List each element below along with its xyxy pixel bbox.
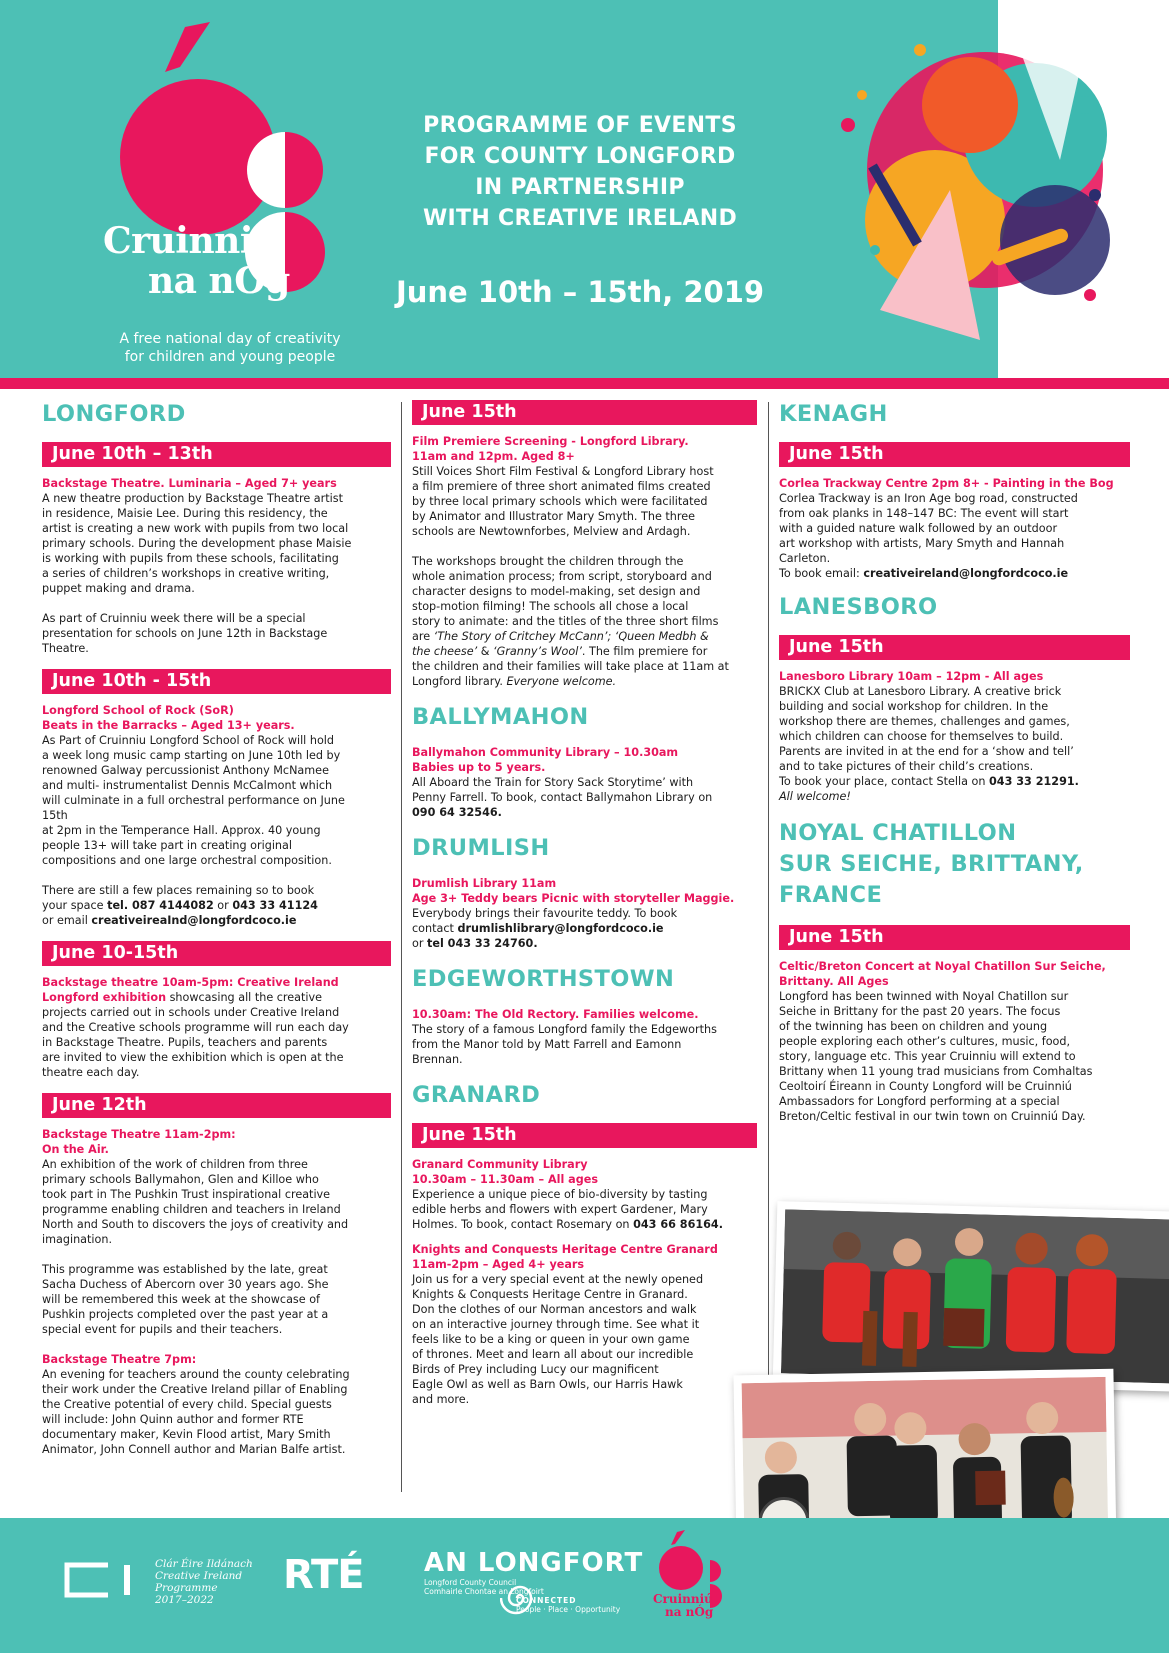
event-text: Experience a unique piece of bio-diversity by tasting edible herbs and flowers with expert Gardener, Mary Holmes. To book, contact Rosemary on 043 66 86164.: [412, 1188, 723, 1231]
event-heading: Granard Community Library 10.30am – 11.30am – All ages: [412, 1158, 598, 1186]
date-band: June 10th - 15th: [42, 669, 391, 694]
date-band: June 10th – 13th: [42, 442, 391, 467]
title-line: PROGRAMME OF EVENTS: [423, 113, 737, 138]
title-line: FOR COUNTY LONGFORD: [424, 144, 736, 169]
title-line: IN PARTNERSHIP: [475, 175, 685, 200]
event-text: The story of a famous Longford family the Edgeworths from the Manor told by Matt Farrell and Eamonn Brennan.: [412, 1023, 717, 1066]
event-text: Longford has been twinned with Noyal Chatillon sur Seiche in Brittany for the past 20 years. The focus of the twinning has been on children and young people exploring each other’s cultures, music, food, story, language etc. This year Cruinniu will extend to Brittany when 11 young trad musicians from Comhaltas Ceoltoirí Éireann in County Longford will be Cruinniú Ambassadors for Longford performing at a special Breton/Celtic festival in our twin town on Cruinniú Day.: [779, 990, 1093, 1123]
event-heading: Backstage Theatre. Luminaria – Aged 7+ years: [42, 477, 337, 490]
event-text: A new theatre production by Backstage Theatre artist in residence, Maisie Lee. During this residency, the artist is creating a new work with pupils from two local primary schools. During the development phase Maisie is working with pupils from these schools, facilitating a series of children’s workshops in creative writing, puppet making and drama. As part of Cruinniu week there will be a special presentation for schools on June 12th in Backstage Theatre.: [42, 492, 352, 655]
event-text: As Part of Cruinniu Longford School of Rock will hold a week long music camp starting on June 10th led by renowned Galway percussionist Anthony McNamee and multi- instrumentalist Dennis McCalmont which will culminate in a full orchestral performance on June 15th at 2pm in the Temperance Hall. Approx. 40 young people 13+ will take part in creating original compositions and one large orchestral composition. There are still a few places remaining so to book your space tel. 087 4144082 or 043 33 41124 or email creativeireaInd@longfordcoco.ie: [42, 734, 345, 927]
logo-word-2: na nÓg: [148, 260, 290, 302]
tagline-line: A free national day of creativity: [119, 331, 341, 347]
date-band: June 12th: [42, 1093, 391, 1118]
event-heading: Longford School of Rock (SoR) Beats in the Barracks – Aged 13+ years.: [42, 704, 295, 732]
spiral-icon: [500, 1578, 540, 1618]
musicians-illustration: [820, 10, 1120, 360]
event-heading: Drumlish Library 11am Age 3+ Teddy bears Picnic with storyteller Maggie.: [412, 877, 735, 905]
event-text: BRICKX Club at Lanesboro Library. A creative brick building and social workshop for children. In the workshop there are themes, challenges and games, which children can choose for themselves to build. Parents are invited in at the end for a ‘show and tell’ and to take pictures of their child’s creations. To book your place, contact Stella on 043 33 21291. All welcome!: [779, 685, 1079, 803]
event-dates: June 10th – 15th, 2019: [395, 275, 765, 309]
section-title-edgeworthstown: EDGEWORTHSTOWN: [412, 966, 675, 992]
column-right: [779, 400, 1130, 1124]
phone-number: 090 64 32546.: [412, 806, 502, 819]
email-link[interactable]: drumlishlibrary@longfordcoco.ie: [457, 922, 664, 935]
phone-number: 043 66 86164.: [633, 1218, 723, 1231]
phone-number: tel. 087 4144082: [107, 899, 214, 912]
email-link[interactable]: creativeireaInd@longfordcoco.ie: [91, 914, 297, 927]
longford-logo-text: AN LONGFORT: [424, 1548, 644, 1578]
phone-number: 043 33 21291.: [989, 775, 1079, 788]
date-band: June 15th: [779, 442, 1130, 467]
column-middle: [412, 400, 757, 1407]
event-heading: Corlea Trackway Centre 2pm 8+ - Painting in the Bog: [779, 477, 1114, 490]
header-divider: [0, 378, 1169, 389]
event-text: Still Voices Short Film Festival & Longford Library host a film premiere of three short animated films created by three local primary schools which were facilitated by Animator and Illustrator Mary Smyth. The three schools are Newtownforbes, Melview and Ardagh. The workshops brought the children through the whole animation process; from script, storyboard and character designs to model-making, set design and stop-motion filming! The schools all chose a local story to animate: and the titles of the three short films are ‘The Story of Critchey McCann’; ‘Queen Medbh & the cheese’ & ‘Granny’s Wool’. The film premiere for the children and their families will take place at 11am at Longford library. Everyone welcome.: [412, 465, 729, 688]
tagline: [80, 330, 380, 366]
event-text: Join us for a very special event at the newly opened Knights & Conquests Heritage Centre in Granard. Don the clothes of our Norman ancestors and walk on an interactive journey through time. See what it feels like to be a king or queen in your own game of thrones. Meet and learn all about our incredible Birds of Prey including Lucy our magnificent Eagle Owl as well as Barn Owls, our Harris Hawk and more.: [412, 1273, 704, 1406]
event-text: Corlea Trackway is an Iron Age bog road, constructed from oak planks in 148–147 BC: The event will start with a guided nature walk followed by an outdoor art workshop with artists, Mary Smyth and Hannah Carleton. To book email: creativeireland@longfordcoco.ie: [779, 492, 1078, 580]
rte-logo: RTÉ: [283, 1552, 364, 1598]
programme-title: [360, 110, 800, 234]
column-divider: [401, 402, 402, 1492]
musicians-photo-1: [773, 1201, 1169, 1393]
section-title-ballymahon: BALLYMAHON: [412, 704, 589, 730]
section-title-kenagh: KENAGH: [779, 401, 888, 427]
logo-word-1: Cruinniú: [103, 220, 279, 262]
section-title-drumlish: DRUMLISH: [412, 835, 550, 861]
phone-number: tel 043 33 24760.: [427, 937, 538, 950]
date-band: June 15th: [779, 635, 1130, 660]
event-heading: Knights and Conquests Heritage Centre Granard 11am-2pm – Aged 4+ years: [412, 1243, 718, 1271]
event-heading: Film Premiere Screening - Longford Library. 11am and 12pm. Aged 8+: [412, 435, 689, 463]
event-heading: 10.30am: The Old Rectory. Families welcome.: [412, 1008, 699, 1021]
footer-logo-text: Cruinniú na nÓg: [653, 1592, 714, 1619]
event-text: All Aboard the Train for Story Sack Storytime’ with Penny Farrell. To book, contact Ballymahon Library on 090 64 32546.: [412, 776, 713, 819]
event-text: Everybody brings their favourite teddy. To book contact drumlishlibrary@longfordcoco.ie or tel 043 33 24760.: [412, 907, 678, 950]
event-text: Backstage theatre 10am-5pm: Creative Ireland Longford exhibition showcasing all the creative projects carried out in schools under Creative Ireland and the Creative schools programme will run each day in Backstage Theatre. Pupils, teachers and parents are invited to view the exhibition which is open at the theatre each day.: [42, 976, 349, 1079]
tagline-line: for children and young people: [124, 349, 336, 365]
date-band: June 15th: [412, 400, 757, 425]
date-band: June 15th: [779, 925, 1130, 950]
column-longford: [42, 400, 391, 1457]
creative-ireland-text: Clár Éire Ildánach Creative Ireland Programme 2017–2022: [155, 1558, 253, 1606]
section-title-noyal: NOYAL CHATILLON SUR SEICHE, BRITTANY, FRANCE: [779, 820, 1084, 908]
column-divider: [768, 402, 769, 1492]
date-band: June 15th: [412, 1123, 757, 1148]
photo-image: [781, 1209, 1169, 1384]
event-text: An exhibition of the work of children from three primary schools Ballymahon, Glen and Killoe who took part in The Pushkin Trust inspirational creative programme enabling children and teachers in Ireland North and South to discovers the joys of creativity and imagination. This programme was established by the late, great Sacha Duchess of Abercorn over 30 years ago. She will be remembered this week at the showcase of Pushkin projects completed over the past year at a special event for pupils and their teachers. Backstage Theatre 7pm: An evening for teachers around the county celebrating their work under the Creative Ireland pillar of Enabling the Creative potential of every child. Special guests will include: John Quinn author and former RTE documentary maker, Kevin Flood artist, Mary Smith Animator, John Connell author and Marian Balfe artist.: [42, 1158, 350, 1456]
section-title-longford: LONGFORD: [42, 401, 186, 427]
section-title-lanesboro: LANESBORO: [779, 594, 938, 620]
email-link[interactable]: creativeireland@longfordcoco.ie: [863, 567, 1069, 580]
event-heading: Lanesboro Library 10am – 12pm - All ages: [779, 670, 1044, 683]
event-heading: Celtic/Breton Concert at Noyal Chatillon Sur Seiche, Brittany. All Ages: [779, 960, 1106, 988]
longford-county-council-logo: AN LONGFORT Longford County Council Comhairle Chontae an Longfoirt CONNECTED People · Place · Opportunity: [424, 1548, 644, 1614]
date-band: June 10-15th: [42, 941, 391, 966]
phone-number: 043 33 41124: [232, 899, 318, 912]
section-title-granard: GRANARD: [412, 1082, 541, 1108]
title-line: WITH CREATIVE IRELAND: [422, 206, 738, 231]
creative-ireland-icon: [64, 1562, 140, 1598]
event-heading: Ballymahon Community Library – 10.30am Babies up to 5 years.: [412, 746, 679, 774]
event-heading: Backstage Theatre 11am-2pm: On the Air.: [42, 1128, 236, 1156]
